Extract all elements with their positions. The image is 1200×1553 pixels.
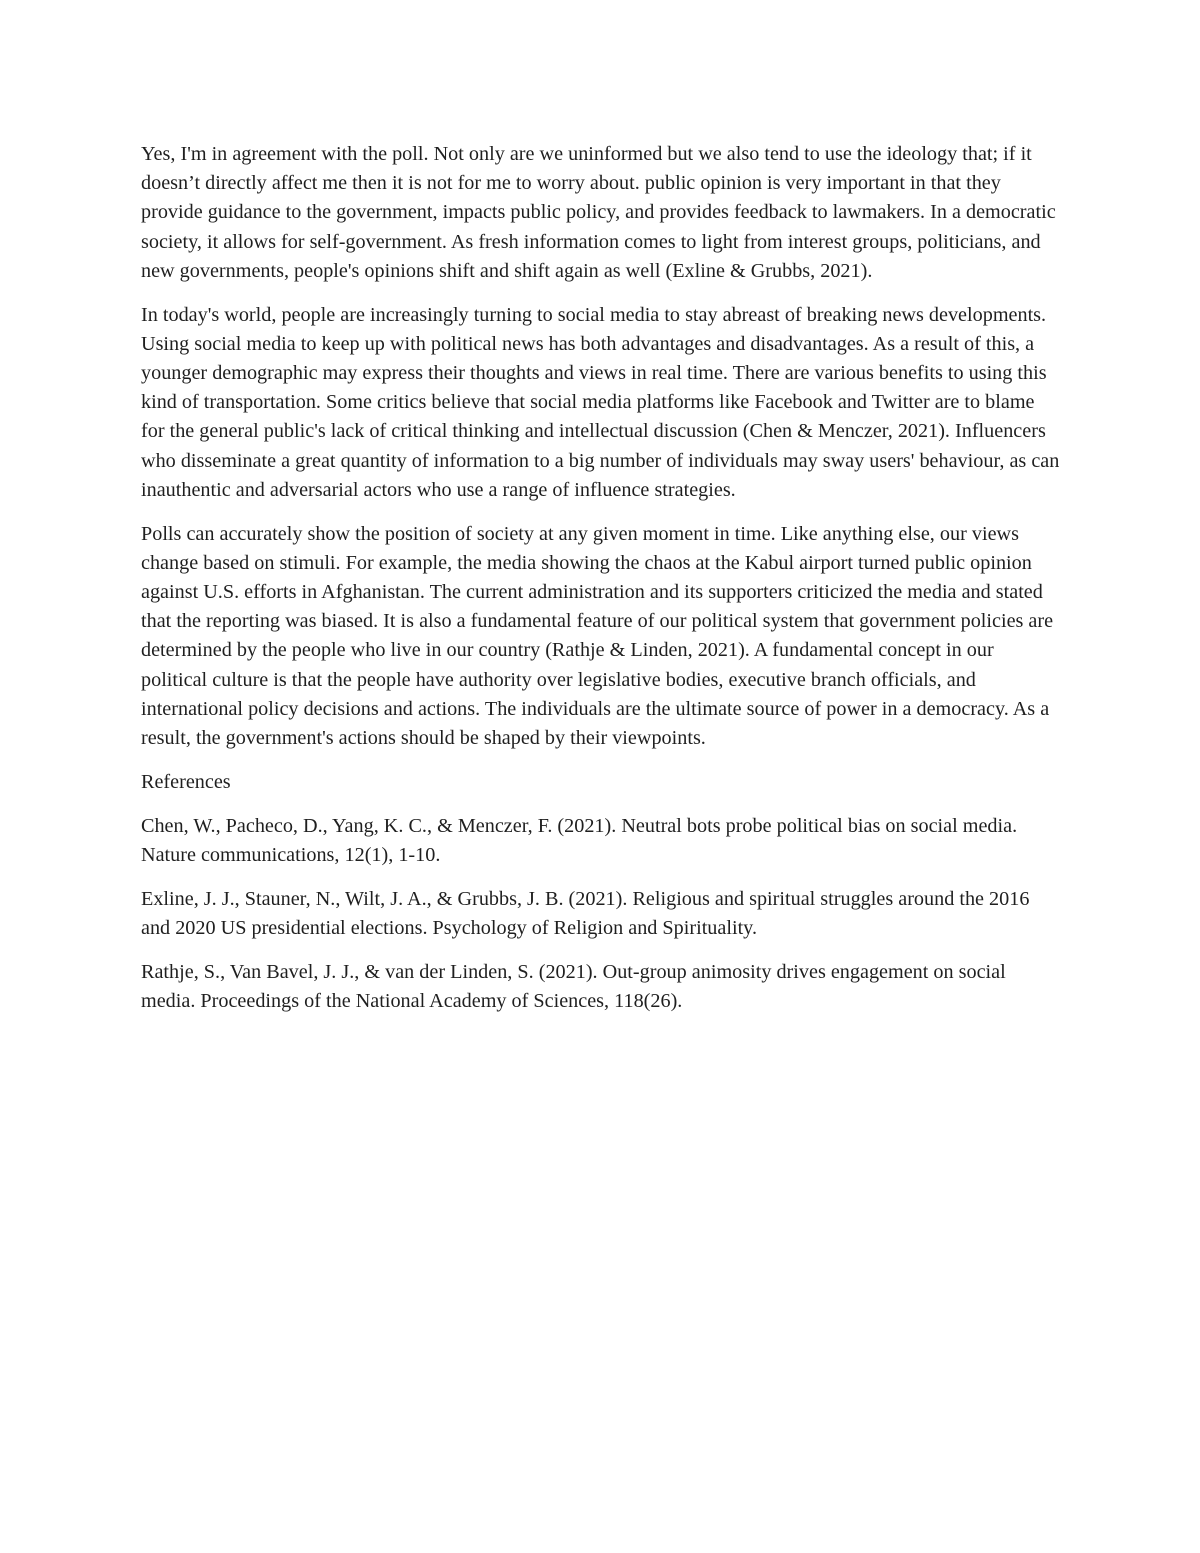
body-paragraph-2: In today's world, people are increasingly turning to social media to stay abreast of breaking news developments. Using social media to keep up with political news has both advantages and disadvantages. As a result of this, a younger demographic may express their thoughts and views in real time. There are various benefits to using this kind of transportation. Some critics believe that social media platforms like Facebook and Twitter are to blame for the general public's lack of critical thinking and intellectual discussion (Chen & Menczer, 2021). Influencers who disseminate a great quantity of information to a big number of individuals may sway users' behaviour, as can inauthentic and adversarial actors who use a range of influence strategies. <box>141 303 1060 501</box>
reference-entry-2: Exline, J. J., Stauner, N., Wilt, J. A., & Grubbs, J. B. (2021). Religious and spiritual struggles around the 2016 and 2020 US presidential elections. Psychology of Religion and Spirituality. <box>141 887 1030 939</box>
reference-entry-1: Chen, W., Pacheco, D., Yang, K. C., & Menczer, F. (2021). Neutral bots probe political bias on social media. Nature communications, 12(1), 1-10. <box>141 814 1018 866</box>
references-heading: References <box>141 770 231 793</box>
body-paragraph-3: Polls can accurately show the position of society at any given moment in time. Like anything else, our views change based on stimuli. For example, the media showing the chaos at the Kabul airport turned public opinion against U.S. efforts in Afghanistan. The current administration and its supporters criticized the media and stated that the reporting was biased. It is also a fundamental feature of our political system that government policies are determined by the people who live in our country (Rathje & Linden, 2021). A fundamental concept in our political culture is that the people have authority over legislative bodies, executive branch officials, and international policy decisions and actions. The individuals are the ultimate source of power in a democracy. As a result, the government's actions should be shaped by their viewpoints. <box>141 522 1054 750</box>
body-paragraph-1: Yes, I'm in agreement with the poll. Not only are we uninformed but we also tend to use the ideology that; if it doesn’t directly affect me then it is not for me to worry about. public opinion is very important in that they provide guidance to the government, impacts public policy, and provides feedback to lawmakers. In a democratic society, it allows for self-government. As fresh information comes to light from interest groups, politicians, and new governments, people's opinions shift and shift again as well (Exline & Grubbs, 2021). <box>141 143 1056 282</box>
reference-entry-3: Rathje, S., Van Bavel, J. J., & van der Linden, S. (2021). Out-group animosity drives engagement on social media. Proceedings of the National Academy of Sciences, 118(26). <box>141 960 1006 1012</box>
